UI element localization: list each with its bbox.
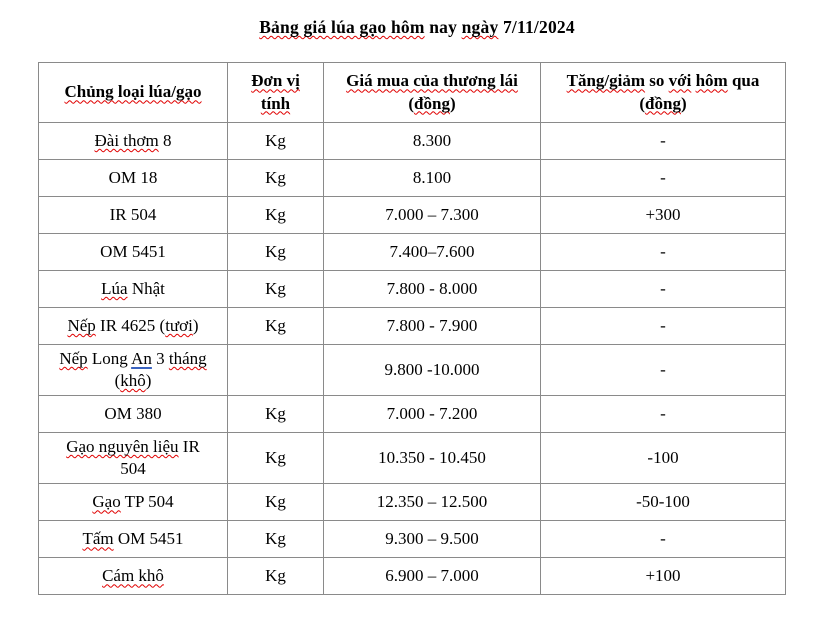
text-segment: Long — [87, 349, 132, 368]
spellcheck-underlined-text: Lúa — [101, 278, 128, 298]
table-row — [39, 484, 786, 521]
spellcheck-underlined-text: khô — [120, 371, 146, 391]
cell-change: - — [541, 345, 786, 396]
cell-rice-type — [39, 271, 228, 308]
text-segment: ) — [680, 93, 687, 113]
spellcheck-underlined-text: Tăng/giảm — [566, 71, 646, 91]
spellcheck-underlined-text: Đơn vị — [251, 71, 300, 91]
cell-unit: Kg — [228, 160, 324, 197]
cell-price: 9.300 – 9.500 — [324, 521, 541, 558]
text-segment: ( — [639, 93, 646, 113]
spellcheck-underlined-text: tháng — [168, 349, 207, 368]
cell-unit: Kg — [228, 234, 324, 271]
cell-unit: Kg — [228, 308, 324, 345]
cell-rice-type — [39, 558, 228, 595]
table-row — [39, 123, 786, 160]
spellcheck-underlined-text: ngày — [461, 17, 499, 37]
spellcheck-underlined-text: Nếp — [59, 349, 88, 368]
table-row — [39, 271, 786, 308]
cell-price: 8.100 — [324, 160, 541, 197]
cell-change: - — [541, 271, 786, 308]
spellcheck-underlined-text: Chủng loại lúa/gạo — [64, 82, 202, 102]
spellcheck-underlined-text: với — [668, 71, 692, 91]
text-segment: IR 504 — [109, 204, 157, 224]
cell-unit: Kg — [228, 484, 324, 521]
text-segment: OM 5451 — [100, 241, 166, 261]
table-row — [39, 234, 786, 271]
cell-unit: Kg — [228, 396, 324, 433]
text-segment: 8 — [158, 130, 172, 150]
table-row — [39, 345, 786, 396]
cell-rice-type — [39, 345, 228, 396]
table-row — [39, 396, 786, 433]
cell-price: 7.000 – 7.300 — [324, 197, 541, 234]
cell-unit: Kg — [228, 433, 324, 484]
cell-change: +300 — [541, 197, 786, 234]
text-segment: TP 504 — [120, 492, 174, 512]
cell-rice-type — [39, 396, 228, 433]
rice-price-table — [38, 62, 786, 595]
text-segment: OM 18 — [108, 167, 158, 187]
text-segment: ) — [449, 93, 456, 113]
text-segment: 504 — [120, 459, 146, 479]
cell-price: 6.900 – 7.000 — [324, 558, 541, 595]
spellcheck-underlined-text: Đài thơm — [94, 130, 159, 150]
spellcheck-underlined-text: tính — [260, 93, 291, 113]
col-header-unit — [228, 63, 324, 123]
cell-unit: Kg — [228, 271, 324, 308]
table-row — [39, 521, 786, 558]
text-segment: ( — [408, 93, 415, 113]
table-header — [39, 63, 786, 123]
cell-rice-type — [39, 160, 228, 197]
spellcheck-underlined-text: Gạo — [92, 492, 121, 512]
col-header-rice-type — [39, 63, 228, 123]
cell-rice-type — [39, 123, 228, 160]
table-row — [39, 197, 786, 234]
cell-rice-type — [39, 308, 228, 345]
spellcheck-underlined-text: hôm — [695, 71, 728, 91]
page-title — [0, 17, 834, 38]
text-segment: OM 380 — [104, 404, 162, 424]
text-segment: qua — [727, 71, 760, 91]
cell-unit: Kg — [228, 123, 324, 160]
text-segment: IR 4625 ( — [95, 315, 166, 335]
grammar-underlined-text: An — [131, 349, 152, 368]
cell-change: +100 — [541, 558, 786, 595]
cell-rice-type — [39, 521, 228, 558]
header-row — [39, 63, 786, 123]
cell-change: -50-100 — [541, 484, 786, 521]
price-table-body — [39, 123, 786, 595]
table-row — [39, 308, 786, 345]
cell-change: - — [541, 521, 786, 558]
cell-price: 7.400–7.600 — [324, 234, 541, 271]
spellcheck-underlined-text: Tấm — [82, 529, 114, 549]
col-header-change — [541, 63, 786, 123]
text-segment: ) — [145, 371, 152, 391]
cell-price: 10.350 - 10.450 — [324, 433, 541, 484]
text-segment: 3 — [151, 349, 169, 368]
cell-unit — [228, 345, 324, 396]
spellcheck-underlined-text: Nếp — [67, 315, 96, 335]
spellcheck-underlined-text: tươi — [165, 315, 193, 335]
cell-price: 9.800 -10.000 — [324, 345, 541, 396]
spellcheck-underlined-text: đồng — [645, 93, 681, 113]
table-row — [39, 160, 786, 197]
cell-change: - — [541, 160, 786, 197]
text-segment: ) — [192, 315, 199, 335]
cell-unit: Kg — [228, 521, 324, 558]
cell-change: - — [541, 234, 786, 271]
col-header-price — [324, 63, 541, 123]
table-row — [39, 558, 786, 595]
cell-price: 8.300 — [324, 123, 541, 160]
cell-price: 7.800 - 7.900 — [324, 308, 541, 345]
cell-rice-type — [39, 234, 228, 271]
spellcheck-underlined-text: đồng — [414, 93, 450, 113]
cell-unit: Kg — [228, 197, 324, 234]
text-segment: ( — [114, 371, 121, 391]
text-segment: nay — [424, 17, 462, 37]
spellcheck-underlined-text: Giá mua của thương lái — [346, 71, 518, 91]
cell-change: -100 — [541, 433, 786, 484]
cell-rice-type — [39, 433, 228, 484]
text-segment: OM 5451 — [113, 529, 184, 549]
cell-price: 7.800 - 8.000 — [324, 271, 541, 308]
text-segment: IR — [178, 437, 200, 457]
cell-unit: Kg — [228, 558, 324, 595]
cell-rice-type — [39, 484, 228, 521]
cell-change: - — [541, 123, 786, 160]
table-row — [39, 433, 786, 484]
text-segment: 7/11/2024 — [498, 17, 575, 37]
cell-price: 12.350 – 12.500 — [324, 484, 541, 521]
spellcheck-underlined-text: Gạo nguyên liệu — [66, 437, 179, 457]
spellcheck-underlined-text: Bảng giá lúa gạo hôm — [259, 17, 425, 37]
text-segment: so — [645, 71, 669, 91]
cell-change: - — [541, 308, 786, 345]
cell-price: 7.000 - 7.200 — [324, 396, 541, 433]
cell-rice-type — [39, 197, 228, 234]
text-segment: Nhật — [127, 278, 165, 298]
spellcheck-underlined-text: Cám khô — [102, 566, 164, 586]
cell-change: - — [541, 396, 786, 433]
